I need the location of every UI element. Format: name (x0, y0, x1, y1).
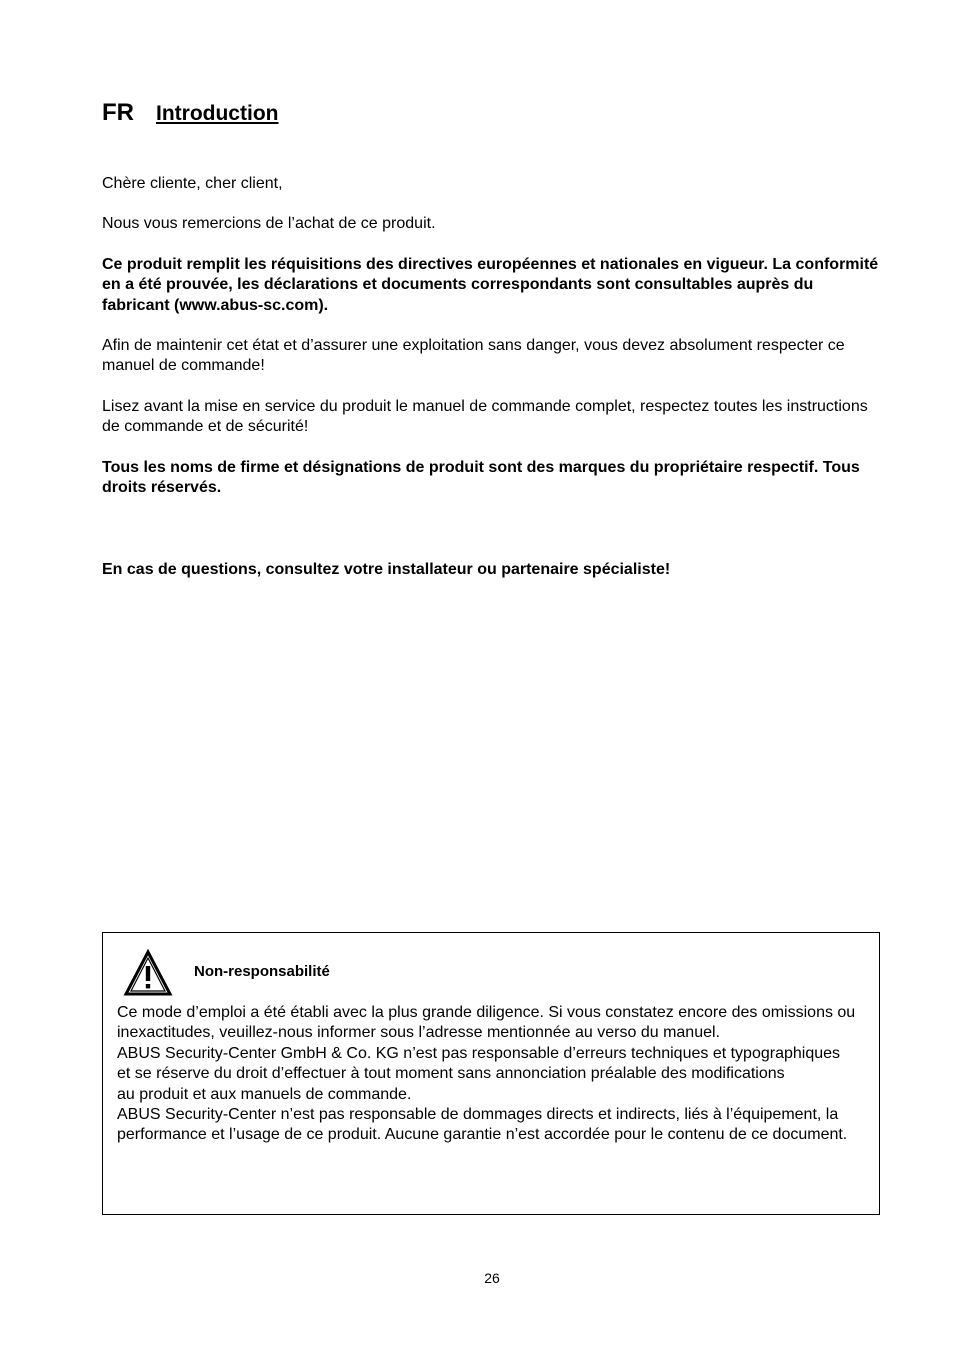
read-before-paragraph: Lisez avant la mise en service du produit le manuel de commande complet, respectez toutes les instructions de commande et de sécurité! (102, 398, 868, 436)
disclaimer-box (102, 932, 880, 1215)
page-title: Introduction (156, 102, 279, 125)
disclaimer-line: au produit et aux manuels de commande. (117, 1085, 412, 1103)
trademarks-paragraph: Tous les noms de firme et désignations de produit sont des marques du propriétaire respectif. Tous droits réservés. (102, 459, 860, 497)
section-heading (102, 99, 278, 127)
disclaimer-body (117, 1003, 857, 1146)
disclaimer-line: ABUS Security-Center n’est pas responsable de dommages directs et indirects, liés à l’équipement, la performance et l’usage de ce produit. Aucune garantie n’est accordée pour le contenu de ce document. (117, 1106, 848, 1144)
conformity-paragraph: Ce produit remplit les réquisitions des directives européennes et nationales en vigueur. La conformité en a été prouvée, les déclarations et documents correspondants sont consultables auprès du fabricant (www.abus-sc.com). (102, 256, 879, 314)
disclaimer-title: Non-responsabilité (194, 963, 330, 980)
disclaimer-line: Ce mode d’emploi a été établi avec la plus grande diligence. Si vous constatez encore des omissions ou inexactitudes, veuillez-nous informer sous l’adresse mentionnée au verso du manuel. (117, 1004, 856, 1042)
maintain-paragraph: Afin de maintenir cet état et d’assurer une exploitation sans danger, vous devez absolument respecter ce manuel de commande! (102, 337, 845, 375)
page-number: 26 (484, 1270, 500, 1286)
warning-triangle-icon (123, 949, 173, 997)
thanks-paragraph: Nous vous remercions de l’achat de ce produit. (102, 215, 436, 232)
questions-paragraph: En cas de questions, consultez votre installateur ou partenaire spécialiste! (102, 561, 671, 578)
language-code: FR (102, 99, 134, 126)
greeting-paragraph: Chère cliente, cher client, (102, 175, 283, 192)
disclaimer-line: ABUS Security-Center GmbH & Co. KG n’est pas responsable d’erreurs techniques et typographiques et se réserve du droit d’effectuer à tout moment sans annonciation préalable des modifications (117, 1044, 841, 1083)
